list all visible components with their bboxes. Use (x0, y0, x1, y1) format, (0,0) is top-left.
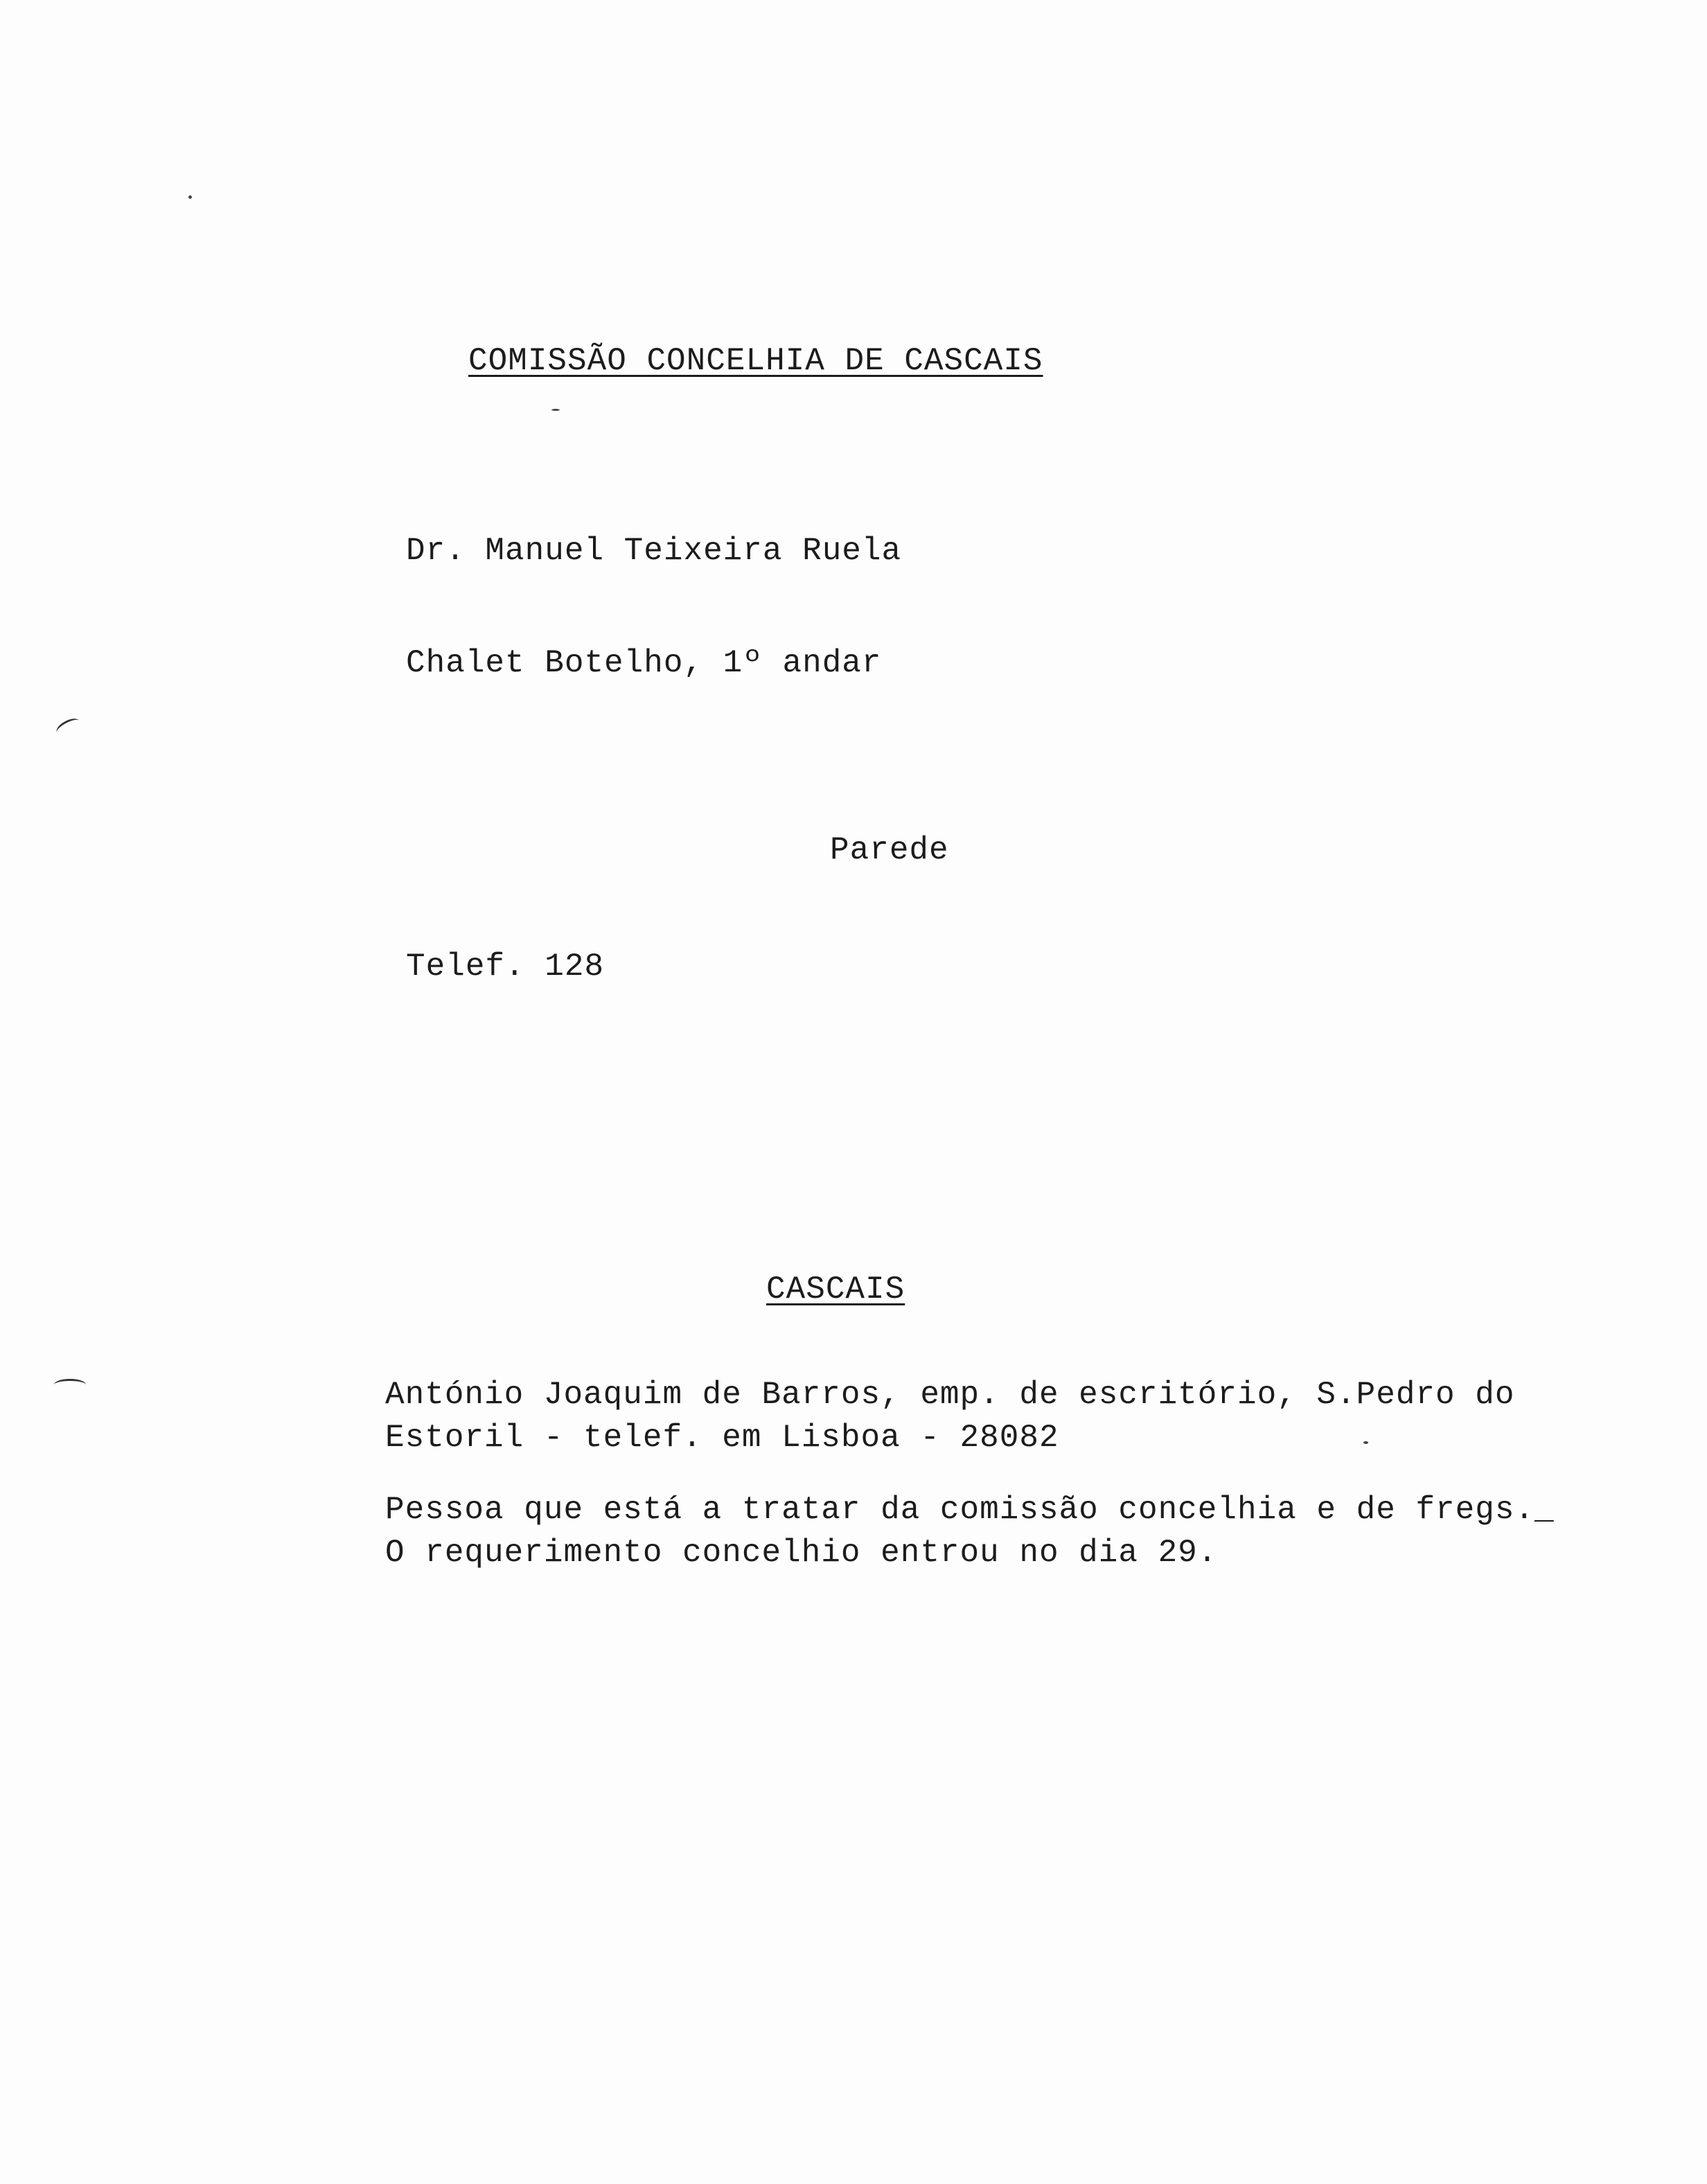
scan-speck (551, 409, 560, 411)
section-heading: CASCAIS (766, 1271, 905, 1307)
scan-speck (1363, 1441, 1368, 1444)
document-heading: COMISSÃO CONCELHIA DE CASCAIS (468, 343, 1043, 379)
scan-mark (54, 716, 82, 738)
note-line-2: O requerimento concelhio entrou no dia 29. (385, 1535, 1218, 1571)
contact-locality: Parede (830, 832, 949, 868)
scan-speck (188, 195, 192, 199)
note-line-1: Pessoa que está a tratar da comissão concelhia e de fregs._ (385, 1492, 1555, 1528)
entry-line-2: Estoril - telef. em Lisboa - 28082 (385, 1420, 1059, 1456)
contact-phone: Telef. 128 (406, 949, 605, 985)
scan-mark (54, 1379, 86, 1391)
contact-address: Chalet Botelho, 1º andar (406, 645, 882, 681)
entry-line-1: António Joaquim de Barros, emp. de escritório, S.Pedro do (385, 1377, 1515, 1413)
contact-name: Dr. Manuel Teixeira Ruela (406, 533, 902, 569)
